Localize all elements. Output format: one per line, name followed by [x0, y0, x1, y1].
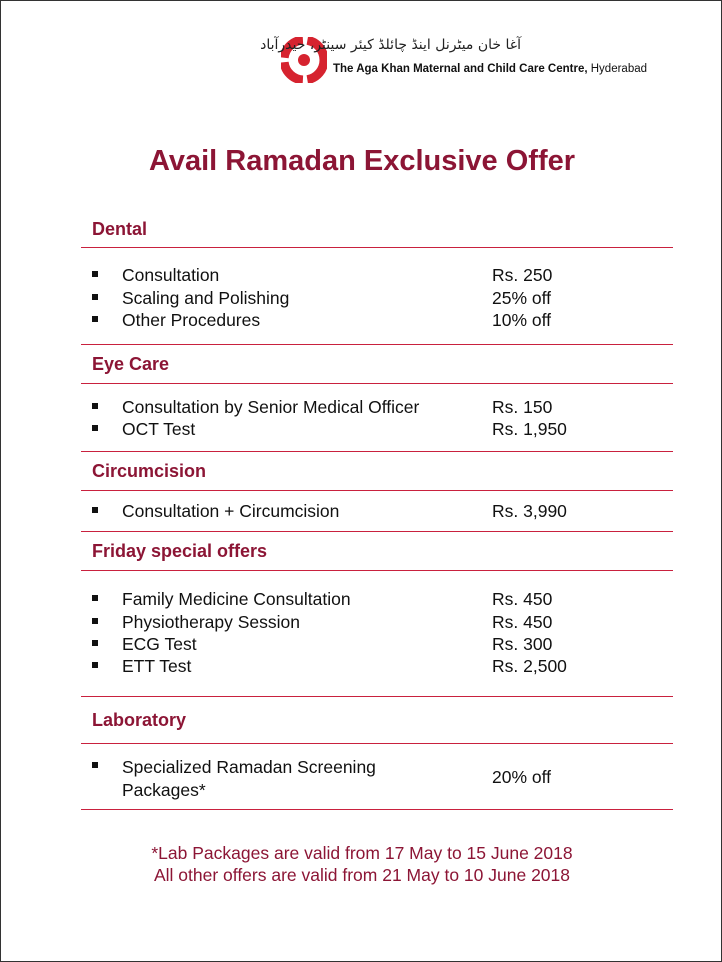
item-price: Rs. 2,500 [492, 656, 567, 676]
org-name-bold: The Aga Khan Maternal and Child Care Centre, [333, 63, 588, 75]
item-label: Specialized Ramadan Screening Packages* [122, 757, 376, 800]
divider [81, 809, 673, 810]
org-name [333, 63, 647, 75]
bullet [92, 507, 98, 513]
footnote-offer-validity: All other offers are valid from 21 May to 10 June 2018 [153, 865, 571, 885]
bullet [92, 294, 98, 300]
item-price: 10% off [492, 310, 552, 330]
divider [81, 570, 673, 571]
list-item [1, 397, 722, 419]
divider [81, 743, 673, 744]
list-item [1, 589, 722, 611]
list-item [1, 288, 722, 310]
item-price: 25% off [492, 288, 552, 308]
section-heading-eye-care: Eye Care [92, 354, 170, 374]
divider [81, 344, 673, 345]
item-label: Physiotherapy Session [122, 612, 301, 632]
item-label: Other Procedures [122, 310, 261, 330]
item-price: 20% off [492, 767, 552, 787]
divider [81, 247, 673, 248]
list-item [1, 756, 722, 804]
bullet [92, 640, 98, 646]
list-item [1, 634, 722, 656]
bullet [92, 662, 98, 668]
divider [81, 451, 673, 452]
divider [81, 383, 673, 384]
list-item [1, 501, 722, 523]
item-label: Consultation + Circumcision [122, 501, 340, 521]
item-price: Rs. 450 [492, 612, 553, 632]
list-item [1, 419, 722, 441]
bullet [92, 403, 98, 409]
item-label: ETT Test [122, 656, 192, 676]
bullet [92, 595, 98, 601]
list-item [1, 265, 722, 287]
list-item [1, 656, 722, 678]
bullet [92, 316, 98, 322]
item-label: Family Medicine Consultation [122, 589, 351, 609]
footnote-lab-validity: *Lab Packages are valid from 17 May to 15 June 2018 [151, 843, 573, 863]
item-price: Rs. 250 [492, 265, 553, 285]
section-heading-laboratory: Laboratory [92, 710, 187, 730]
list-item [1, 310, 722, 332]
item-label: Consultation [122, 265, 220, 285]
bullet [92, 762, 98, 768]
divider [81, 531, 673, 532]
org-name-city: Hyderabad [587, 63, 648, 75]
bullet [92, 271, 98, 277]
item-label: Consultation by Senior Medical Officer [122, 397, 420, 417]
section-heading-friday-offers: Friday special offers [92, 541, 268, 561]
item-price: Rs. 300 [492, 634, 553, 654]
divider [81, 490, 673, 491]
item-label: ECG Test [122, 634, 197, 654]
page-title: Avail Ramadan Exclusive Offer [148, 145, 576, 177]
item-price: Rs. 150 [492, 397, 553, 417]
section-heading-dental: Dental [92, 219, 148, 239]
list-item [1, 612, 722, 634]
item-price: Rs. 450 [492, 589, 553, 609]
urdu-org-name: آغا خان میٹرنل اینڈ چائلڈ کیئر سینٹر، حیدرآباد [260, 37, 521, 53]
divider [81, 696, 673, 697]
section-heading-circumcision: Circumcision [92, 461, 207, 481]
bullet [92, 425, 98, 431]
bullet [92, 618, 98, 624]
item-label: OCT Test [122, 419, 196, 439]
item-label: Scaling and Polishing [122, 288, 290, 308]
item-price: Rs. 1,950 [492, 419, 567, 439]
item-price: Rs. 3,990 [492, 501, 567, 521]
